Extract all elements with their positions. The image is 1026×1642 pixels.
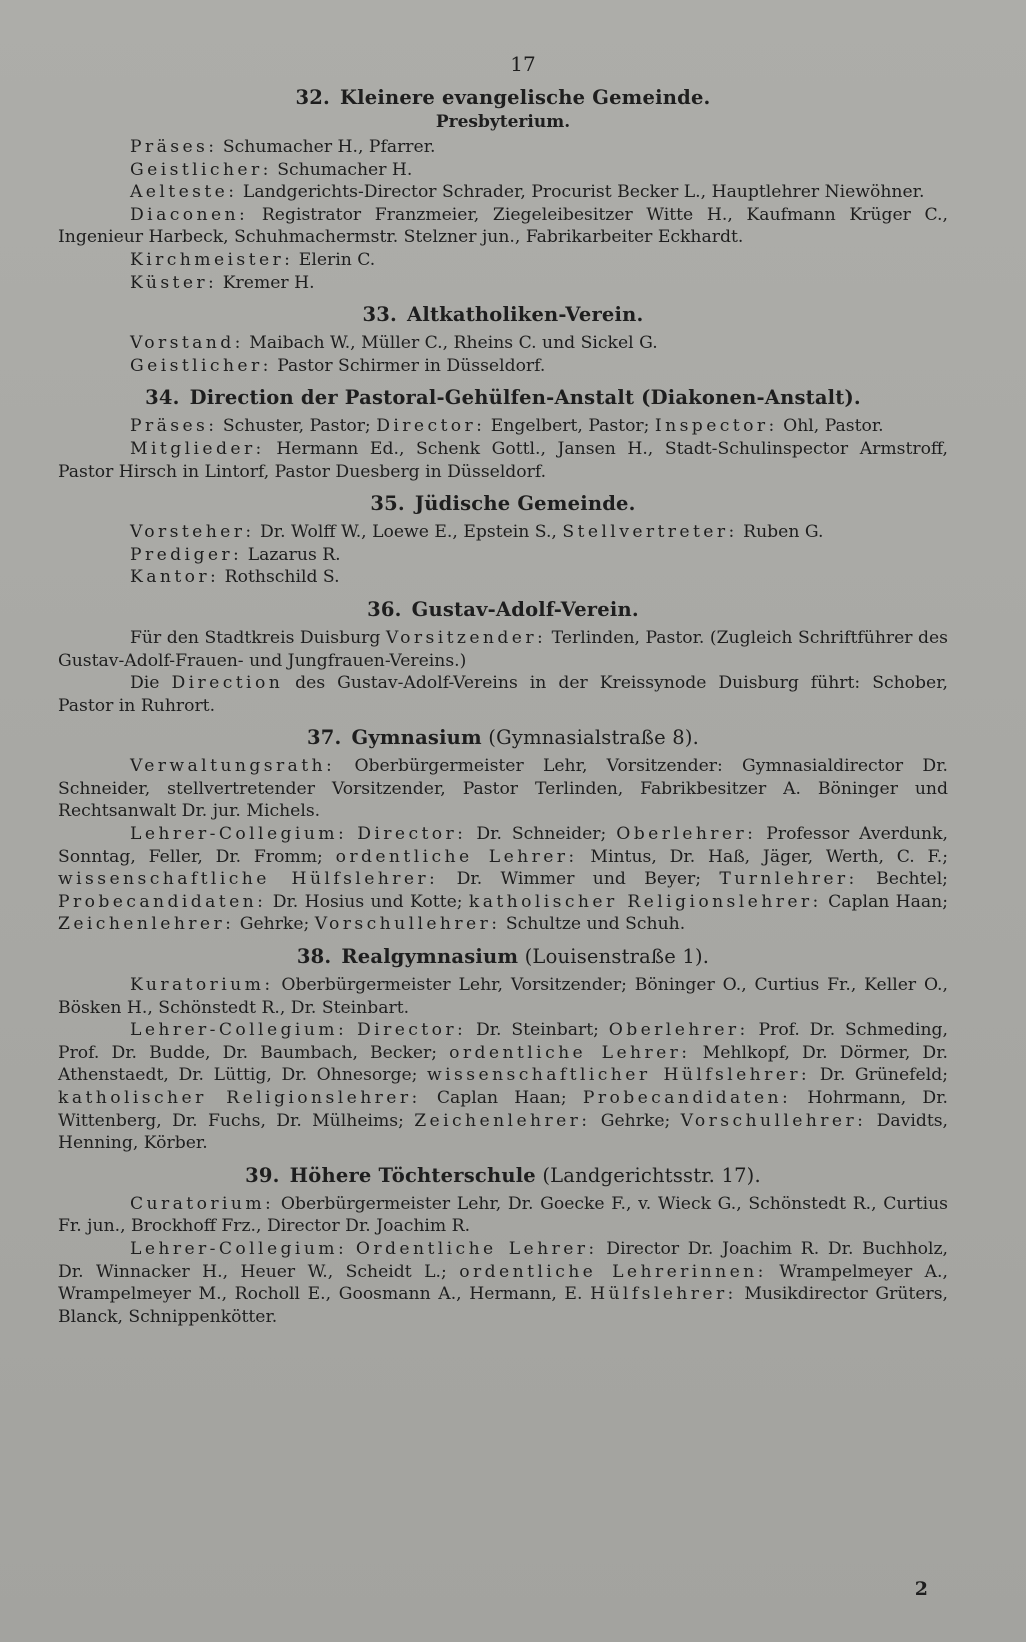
- section-title: Altkatholiken-Verein.: [407, 303, 644, 327]
- entry-paragraph: [58, 1019, 948, 1155]
- entry-paragraph: [58, 438, 948, 483]
- entry-paragraph: [58, 1238, 948, 1328]
- entry-text: Director Dr. Joachim R. Dr. Buchholz, Dr. Winnacker H., Heuer W., Scheidt L.;: [58, 1238, 948, 1282]
- entry-text: Lazarus R.: [242, 544, 341, 565]
- section-title: Höhere Töchterschule: [289, 1163, 536, 1187]
- section-title: Kleinere evangelische Gemeinde.: [339, 86, 711, 109]
- entry-text: Dr. Wolff W., Loewe E., Epstein S.,: [254, 522, 563, 543]
- entry-paragraph: [58, 627, 948, 672]
- entry-text: Caplan Haan;: [821, 891, 948, 912]
- section-number: 39.: [245, 1163, 280, 1187]
- entry-paragraph: [58, 755, 948, 823]
- section-subtitle: Presbyterium.: [435, 112, 571, 132]
- entry-label: Kuratorium:: [130, 975, 274, 996]
- entry-label: Kantor:: [130, 567, 220, 588]
- entry-label: Curatorium:: [130, 1193, 275, 1214]
- entry-text: Hohrmann, Dr. Wittenberg, Dr. Fuchs, Dr. Mülheims;: [58, 1088, 948, 1131]
- entry-text: Gehrke;: [590, 1110, 681, 1131]
- section-number: 32.: [295, 86, 330, 109]
- entry-label: Vorsitzender:: [385, 627, 547, 648]
- entry-paragraph: [58, 136, 948, 159]
- section-address: (Landgerichtsstr. 17).: [535, 1163, 761, 1187]
- entry-label: wissenschaftliche Hülfslehrer:: [58, 869, 439, 890]
- entry-label: Vorschullehrer:: [680, 1110, 867, 1131]
- entry-text: [347, 1020, 357, 1040]
- entry-label: Director:: [376, 416, 486, 437]
- entry-text: Oberbürgermeister Lehr, Dr. Goecke F., v. Wieck G., Schönstedt R., Curtius Fr. jun., Brockhoff Frz., Director Dr. Joachim R.: [58, 1193, 948, 1237]
- entry-paragraph: [58, 355, 948, 378]
- entry-text: Wrampelmeyer A., Wrampelmeyer M., Rocholl E., Goosmann A., Hermann, E.: [58, 1261, 948, 1305]
- entry-paragraph: [58, 823, 948, 936]
- entry-label: Probecandidaten:: [58, 891, 267, 912]
- entry-label: Lehrer-Collegium:: [130, 1238, 348, 1259]
- entry-text: Engelbert, Pastor;: [485, 416, 655, 437]
- entry-paragraph: [58, 521, 948, 544]
- entry-label: Kirchmeister:: [130, 249, 294, 270]
- entry-text: des Gustav-Adolf-Vereins in der Kreissynode Duisburg führt: Schober, Pastor in Ruhrort.: [58, 673, 948, 716]
- entry-label: Zeichenlehrer:: [414, 1110, 591, 1131]
- entry-label: Director:: [357, 1020, 467, 1041]
- entry-label: ordentliche Lehrer:: [335, 846, 578, 867]
- entry-text: Dr. Steinbart;: [466, 1020, 609, 1041]
- section-title: Realgymnasium: [341, 945, 519, 969]
- signature-mark: 2: [914, 1578, 928, 1600]
- section-number: 35.: [370, 492, 405, 516]
- entry-label: Director:: [357, 824, 467, 845]
- entry-paragraph: [58, 272, 948, 295]
- entry-text: Caplan Haan;: [420, 1088, 583, 1108]
- entry-paragraph: [58, 159, 948, 182]
- entry-label: Probecandidaten:: [582, 1088, 792, 1108]
- entry-label: Prediger:: [130, 544, 243, 565]
- section-heading: [58, 945, 948, 968]
- entry-label: Präses:: [130, 137, 218, 157]
- entry-label: Vorstand:: [130, 333, 244, 354]
- entry-text: Kremer H.: [217, 272, 315, 293]
- entry-text: Davidts, Henning, Körber.: [58, 1110, 949, 1154]
- entry-label: Lehrer-Collegium:: [130, 1020, 348, 1041]
- entry-text: Elerin C.: [293, 249, 376, 270]
- entry-text: Terlinden, Pastor. (Zugleich Schriftführer des Gustav-Adolf-Frauen- und Jungfrauen-Vereins.): [58, 627, 948, 671]
- section-number: 36.: [367, 597, 402, 621]
- entry-label: Lehrer-Collegium:: [130, 824, 348, 845]
- entry-text: [347, 1239, 356, 1259]
- entry-text: Prof. Dr. Schmeding, Prof. Dr. Budde, Dr. Baumbach, Becker;: [58, 1020, 949, 1063]
- section-heading: [58, 1164, 948, 1187]
- entry-label: ordentliche Lehrerinnen:: [459, 1261, 767, 1282]
- entry-paragraph: [58, 332, 948, 355]
- entry-label: Präses:: [130, 416, 218, 437]
- entry-text: Pastor Schirmer in Düsseldorf.: [271, 355, 546, 376]
- entry-label: Direction: [171, 673, 284, 694]
- entry-text: Professor Averdunk, Sonntag, Feller, Dr. Fromm;: [58, 824, 948, 867]
- entry-paragraph: [58, 249, 948, 272]
- entry-paragraph: [58, 181, 948, 204]
- entry-text: Schumacher H., Pfarrer.: [217, 137, 436, 157]
- entry-paragraph: [58, 672, 948, 717]
- entry-label: Diaconen:: [130, 204, 249, 225]
- entry-text: Dr. Wimmer und Beyer;: [438, 869, 720, 890]
- entry-label: Verwaltungsrath:: [130, 756, 336, 777]
- entry-label: wissenschaftlicher Hülfslehrer:: [427, 1065, 811, 1086]
- entry-label: Stellvertreter:: [562, 522, 738, 543]
- entry-text: Hermann Ed., Schenk Gottl., Jansen H., Stadt-Schulinspector Armstroff, Pastor Hirsch in Lintorf, Pastor Duesberg in Düsseldorf.: [58, 438, 948, 482]
- entry-text: Dr. Schneider;: [466, 824, 617, 845]
- entry-label: Zeichenlehrer:: [58, 914, 235, 935]
- entry-label: Oberlehrer:: [616, 824, 757, 845]
- entry-paragraph: [58, 544, 948, 567]
- entry-text: Schuster, Pastor;: [217, 416, 377, 437]
- entry-text: Schultze und Schuh.: [500, 914, 686, 935]
- entry-text: Oberbürgermeister Lehr, Vorsitzender; Böninger O., Curtius Fr., Keller O., Bösken H., Schönstedt R., Dr. Steinbart.: [58, 975, 948, 1018]
- page-number: 17: [510, 52, 536, 76]
- entry-text: Bechtel;: [857, 869, 948, 890]
- entry-text: Schumacher H.: [271, 159, 413, 180]
- entry-label: katholischer Religionslehrer:: [468, 891, 822, 912]
- entry-text: Ohl, Pastor.: [777, 416, 884, 437]
- entry-label: Küster:: [130, 272, 218, 293]
- entry-label: Hülfslehrer:: [590, 1284, 737, 1305]
- section-heading: [58, 303, 948, 326]
- section-title: Jüdische Gemeinde.: [414, 492, 636, 516]
- entry-text: Dr. Hosius und Kotte;: [266, 891, 469, 912]
- section-heading: [58, 86, 948, 109]
- entry-text: Dr. Grünefeld;: [810, 1065, 948, 1086]
- entry-text: Für den Stadtkreis Duisburg: [130, 627, 386, 648]
- entry-text: Ruben G.: [737, 522, 824, 543]
- entry-paragraph: [58, 566, 948, 589]
- entry-label: Vorschullehrer:: [314, 914, 501, 935]
- entry-text: Landgerichts-Director Schrader, Procurist Becker L., Hauptlehrer Niewöhner.: [237, 182, 925, 203]
- section-title: Direction der Pastoral-Gehülfen-Anstalt (Diakonen-Anstalt).: [189, 386, 861, 410]
- entry-label: ordentliche Lehrer:: [449, 1042, 691, 1063]
- entry-paragraph: [58, 974, 948, 1019]
- entry-label: Oberlehrer:: [608, 1020, 749, 1041]
- entry-paragraph: [58, 415, 948, 438]
- section-heading: [58, 726, 948, 749]
- entry-label: Geistlicher:: [130, 159, 272, 180]
- section-title: Gustav-Adolf-Verein.: [411, 597, 639, 621]
- entry-label: Vorsteher:: [130, 522, 255, 543]
- entry-label: katholischer Religionslehrer:: [58, 1088, 421, 1108]
- section-address: (Gymnasialstraße 8).: [481, 726, 700, 750]
- entry-text: Musikdirector Grüters, Blanck, Schnippenkötter.: [58, 1284, 948, 1327]
- entry-text: Registrator Franzmeier, Ziegeleibesitzer Witte H., Kaufmann Krüger C., Ingenieur Harbeck, Schuhmachermstr. Stelzner jun., Fabrikarbeiter Eckhardt.: [58, 204, 948, 248]
- section-heading: [58, 598, 948, 621]
- entry-text: Gehrke;: [234, 914, 315, 935]
- entry-text: Oberbürgermeister Lehr, Vorsitzender: Gymnasialdirector Dr. Schneider, stellvertretender Vorsitzender, Pastor Terlinden, Fabrikbesitzer A. Böninger und Rechtsanwalt Dr. jur. Michels.: [58, 756, 948, 822]
- section-number: 37.: [306, 726, 342, 750]
- section-heading: [58, 492, 948, 515]
- entry-label: Ordentliche Lehrer:: [355, 1238, 598, 1259]
- entry-label: Inspector:: [654, 416, 778, 437]
- entry-label: Geistlicher:: [130, 355, 272, 376]
- section-heading: [58, 386, 948, 409]
- entry-label: Turnlehrer:: [719, 869, 858, 890]
- entry-text: Maibach W., Müller C., Rheins C. und Sickel G.: [243, 333, 658, 354]
- entry-paragraph: [58, 204, 948, 249]
- section-address: (Louisenstraße 1).: [518, 945, 710, 969]
- section-number: 33.: [362, 303, 398, 327]
- section-number: 38.: [296, 945, 332, 969]
- entry-paragraph: [58, 1193, 948, 1238]
- entry-label: Aelteste:: [130, 182, 238, 203]
- entry-text: Mintus, Dr. Haß, Jäger, Werth, C. F.;: [577, 846, 948, 867]
- section-title: Gymnasium: [351, 726, 482, 750]
- section-number: 34.: [145, 386, 180, 410]
- entry-text: Rothschild S.: [219, 567, 340, 588]
- entry-text: [347, 824, 357, 844]
- entry-text: Die: [130, 673, 172, 694]
- entry-text: Mehlkopf, Dr. Dörmer, Dr. Athenstaedt, Dr. Lüttig, Dr. Ohnesorge;: [58, 1042, 948, 1086]
- entry-label: Mitglieder:: [130, 438, 265, 459]
